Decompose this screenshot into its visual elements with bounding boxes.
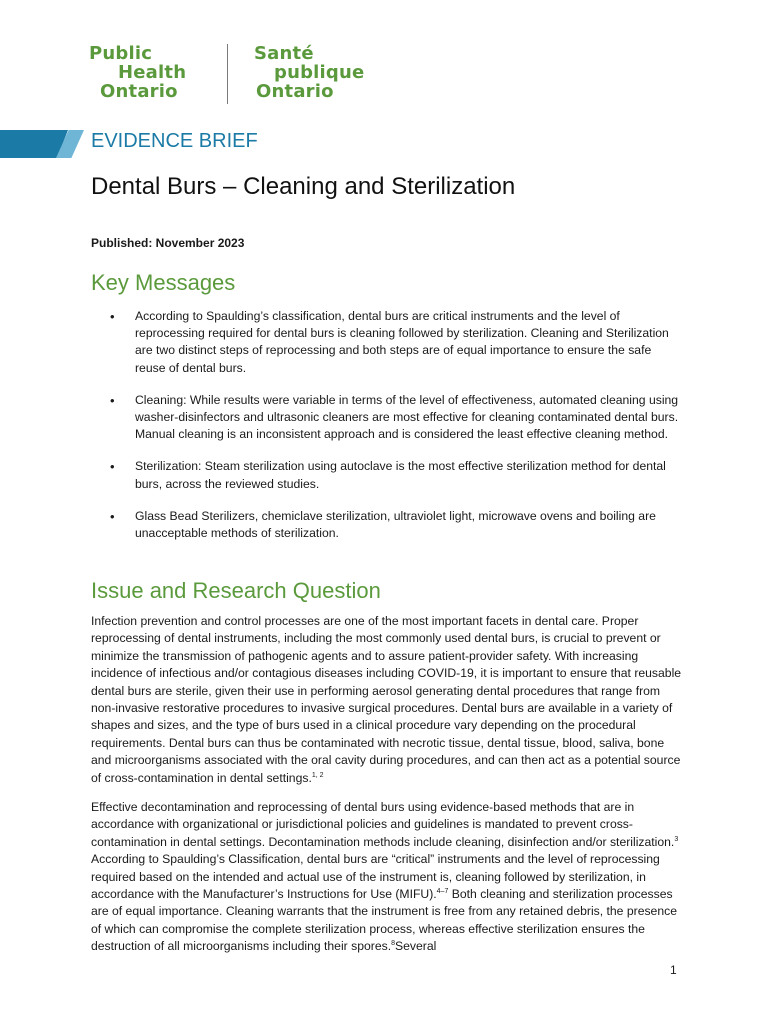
header-banner xyxy=(0,130,84,158)
logo-english-line: Ontario xyxy=(100,81,178,102)
logo-french-line: Ontario xyxy=(256,81,334,102)
list-item: • Cleaning: While results were variable in terms of the level of effectiveness, automated cleaning using washer-disinfectors and ultrasonic cleaners are most effective for cleaning contaminated dental burs. Manual cleaning is an inconsistent approach and is considered the least effective cleaning method. xyxy=(110,392,680,444)
paragraph-text: Both cleaning and sterilization processes are of equal importance. Cleaning warrants that the instrument is free from any retained debris, the presence of which can compromise the complete sterilization process, whereas effective sterilization ensures the destruction of all microorganisms including their spores. xyxy=(91,887,677,954)
published-date: Published: November 2023 xyxy=(91,236,245,250)
page-number: 1 xyxy=(670,963,677,977)
logo-french-line: publique xyxy=(274,62,365,83)
logo-french-line: Santé xyxy=(254,43,314,64)
citation: 3 xyxy=(674,835,679,843)
logo-english-line: Public xyxy=(89,43,153,64)
paragraph-text: Several xyxy=(395,939,437,954)
logo-english-line: Health xyxy=(118,62,187,83)
logo-divider xyxy=(227,44,228,104)
key-messages-list xyxy=(110,308,680,557)
issue-paragraph-2 xyxy=(91,799,683,956)
paragraph-text: Effective decontamination and reprocessing of dental burs using evidence-based methods that are in accordance with organizational or jurisdictional policies and guidelines is mandated to prevent cross-contamination in dental settings. Decontamination methods include cleaning, disinfection and/or sterilization. xyxy=(91,800,675,849)
document-type: EVIDENCE BRIEF xyxy=(91,130,258,152)
issue-heading: Issue and Research Question xyxy=(91,578,381,603)
list-item: • Glass Bead Sterilizers, chemiclave sterilization, ultraviolet light, microwave ovens and boiling are unacceptable methods of sterilization. xyxy=(110,508,680,542)
page-title: Dental Burs – Cleaning and Sterilization xyxy=(91,173,516,200)
list-item: • According to Spaulding’s classification, dental burs are critical instruments and the level of reprocessing required for dental burs is cleaning followed by sterilization. Cleaning and Sterilization are two distinct steps of reprocessing and both steps are of equal importance to ensure the safe reuse of dental burs. xyxy=(110,308,680,377)
citation: 8 xyxy=(391,940,395,948)
issue-paragraph-1 xyxy=(91,613,683,787)
logo-french xyxy=(254,44,364,101)
logo-english xyxy=(89,44,186,101)
banner-stripe-dark xyxy=(0,130,68,158)
list-item: • Sterilization: Steam sterilization using autoclave is the most effective sterilization method for dental burs, across the reviewed studies. xyxy=(110,458,680,492)
key-messages-heading: Key Messages xyxy=(91,270,236,295)
citation: 4–7 xyxy=(436,888,449,896)
citation: 1, 2 xyxy=(311,771,324,779)
paragraph-text: Infection prevention and control processes are one of the most important facets in dental care. Proper reprocessing of dental instruments, including the most commonly used dental burs, is crucial to prevent or minimize the transmission of pathogenic agents and to assure patient-provider safety. With increasing incidence of infectious and/or contagious diseases including COVID-19, it is important to ensure that reusable dental burs are sterile, given their use in performing aerosol generating dental procedures that range from non-invasive restorative procedures to invasive surgical procedures. Dental burs are available in a variety of shapes and sizes, and the type of burs used in a clinical procedure vary depending on the procedural requirements. Dental burs can thus be contaminated with necrotic tissue, dental tissue, blood, saliva, bone and microorganisms associated with the oral cavity during procedures, and can then act as a potential source of cross-contamination in dental settings. xyxy=(91,614,682,785)
paragraph-text: According to Spaulding’s Classification, dental burs are “critical” instruments and the level of reprocessing required based on the intended and actual use of the instrument is, cleaning followed by sterilization, in accordance with the Manufacturer’s Instructions for Use (MIFU). xyxy=(91,852,660,902)
